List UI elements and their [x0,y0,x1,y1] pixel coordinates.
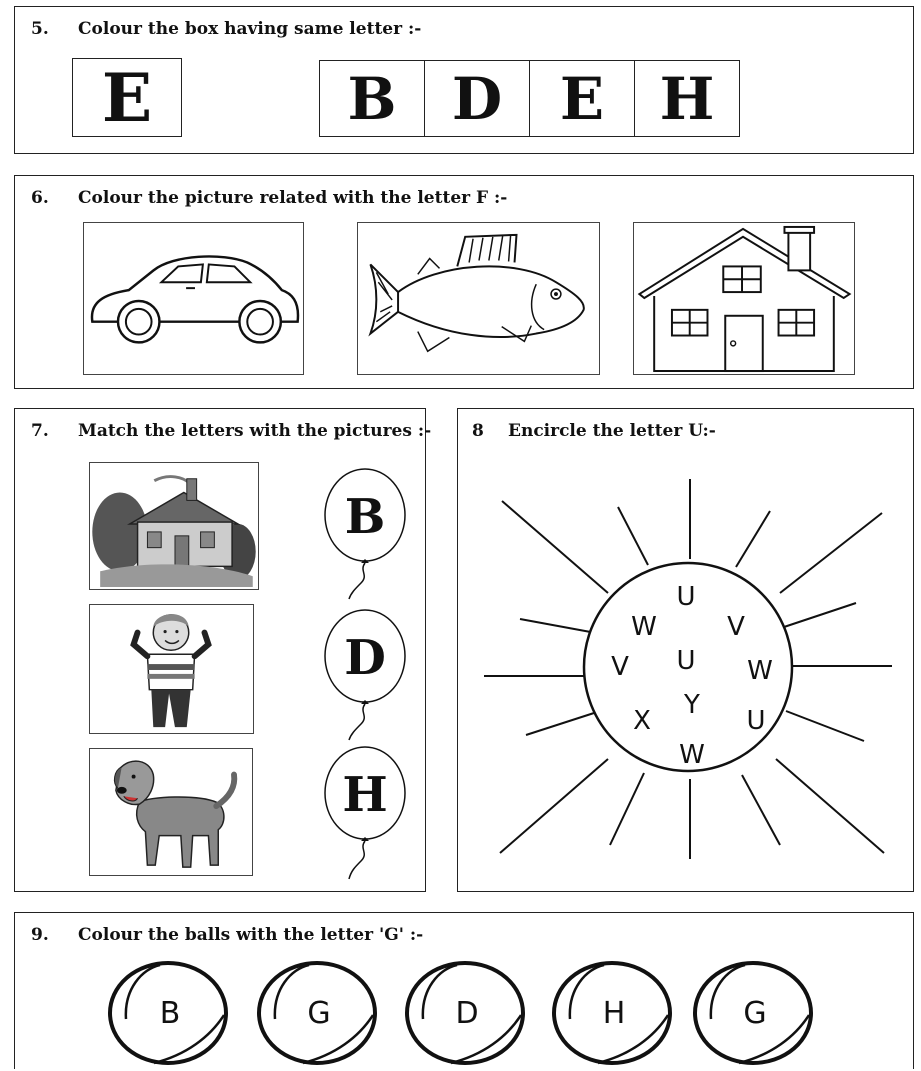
car-picture[interactable] [83,222,304,375]
balloon-h[interactable] [323,745,407,883]
balloon-letter: H [342,767,388,823]
question-text: Colour the box having same letter :- [78,19,422,39]
balloon-d[interactable] [323,608,407,744]
sun-letter[interactable]: U [676,646,696,676]
ball-b[interactable] [106,959,230,1071]
ball-d[interactable] [403,959,527,1071]
ball-g[interactable] [691,959,815,1071]
question-9-panel [14,912,914,1069]
sun-letter[interactable]: W [747,656,773,686]
fish-picture[interactable] [357,222,600,375]
sun-letter[interactable]: U [676,582,696,612]
dog-picture[interactable] [89,748,253,876]
question-number: 9. [31,925,49,945]
question-6-panel [14,175,914,389]
question-number: 5. [31,19,49,39]
ball-h[interactable] [550,959,674,1071]
question-5-panel [14,6,914,154]
ball-letter: G [307,996,331,1031]
cottage-icon [90,463,258,589]
sun-letter[interactable]: Y [684,690,700,720]
question-text: Colour the picture related with the letter F :- [78,188,508,208]
house-picture[interactable] [89,462,259,590]
question-number: 8 [472,421,484,441]
car-icon [84,223,303,374]
target-letter-box: E [72,58,182,137]
ball-letter: G [743,996,767,1031]
boy-icon [90,605,253,733]
question-number: 7. [31,421,49,441]
question-8-panel [457,408,914,892]
boy-picture[interactable] [89,604,254,734]
sun-letter[interactable]: X [633,706,651,736]
sun-letter[interactable]: V [611,652,629,682]
letter-box-h[interactable]: H [634,60,740,137]
sun-letter[interactable]: W [631,612,657,642]
fish-icon [358,223,599,374]
question-7-panel [14,408,432,892]
sun-letters-figure [480,473,894,867]
letter-box-d[interactable]: D [424,60,530,137]
ball-letter: D [455,996,479,1031]
sun-letter[interactable]: V [727,612,745,642]
ball-letter: H [602,996,626,1031]
house-icon [634,223,854,374]
sun-letter[interactable]: W [679,740,705,770]
question-text: Colour the balls with the letter 'G' :- [78,925,424,945]
sun-letter[interactable]: U [746,706,766,736]
balloon-letter: B [344,489,386,545]
balloon-b[interactable] [323,467,407,603]
ball-letter: B [159,996,181,1031]
ball-g[interactable] [255,959,379,1071]
question-text: Match the letters with the pictures :- [78,421,432,441]
dog-icon [90,749,252,875]
house-picture[interactable] [633,222,855,375]
question-number: 6. [31,188,49,208]
balloon-letter: D [344,630,386,686]
letter-box-b[interactable]: B [319,60,425,137]
question-text: Encircle the letter U:- [508,421,716,441]
letter-box-e[interactable]: E [529,60,635,137]
